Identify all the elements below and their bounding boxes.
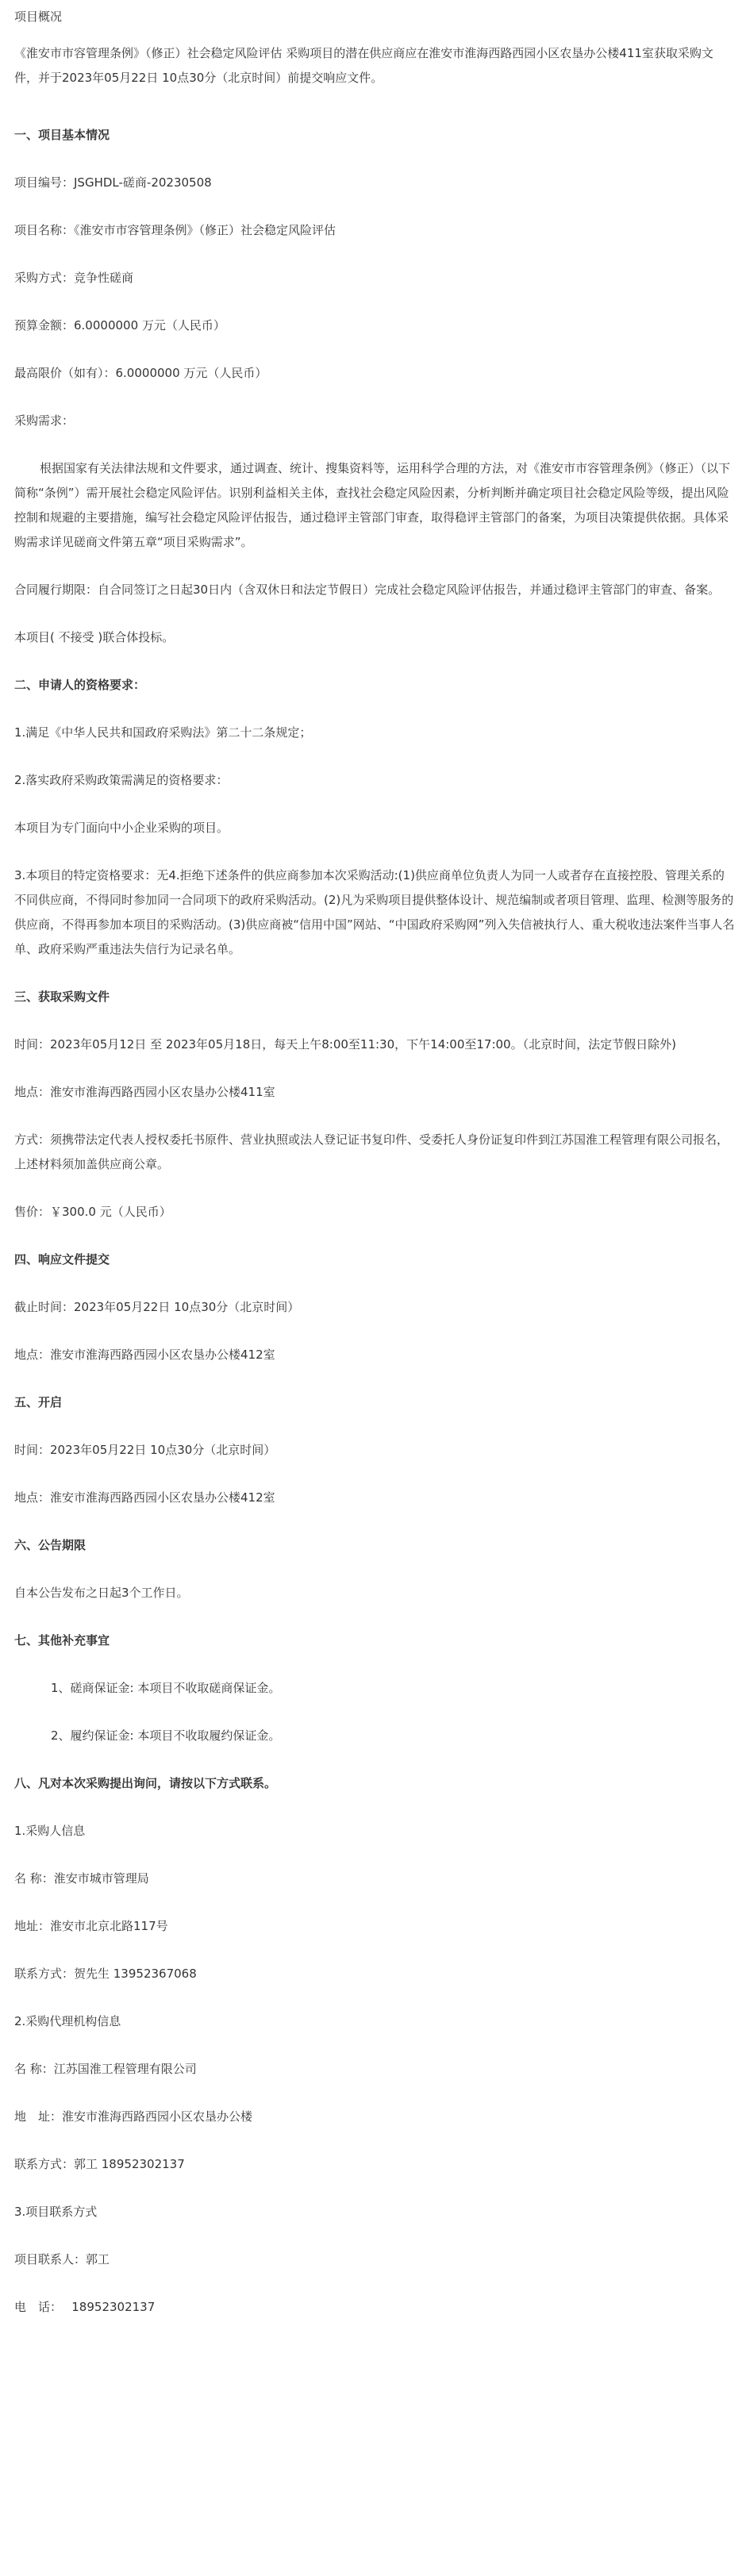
- overview-text: 《淮安市市容管理条例》（修正）社会稳定风险评估 采购项目的潜在供应商应在淮安市淮海西路西园小区农垦办公楼411室获取采购文件，并于2023年05月22日 10点30分（北京时间）前提交响应文件。: [14, 46, 713, 85]
- project-contact-phone: 电 话： 18952302137: [14, 2300, 156, 2314]
- buyer-contact: 联系方式：贺先生 13952367068: [14, 1967, 197, 1981]
- acquire-time: 时间：2023年05月12日 至 2023年05月18日，每天上午8:00至11:30，下午14:00至17:00。（北京时间，法定节假日除外): [14, 1037, 676, 1052]
- section2-heading: 二、申请人的资格要求：: [14, 678, 146, 692]
- project-contact-person: 项目联系人：郭工: [14, 2252, 110, 2266]
- agency-info-title: 2.采购代理机构信息: [14, 2014, 121, 2028]
- agency-contact: 联系方式：郭工 18952302137: [14, 2157, 185, 2171]
- budget-amount: 预算金额：6.0000000 万元（人民币）: [14, 318, 225, 333]
- qualification-item-2-text: 本项目为专门面向中小企业采购的项目。: [14, 821, 229, 835]
- max-price: 最高限价（如有）：6.0000000 万元（人民币）: [14, 366, 267, 380]
- section7-heading: 七、其他补充事宜: [14, 1633, 110, 1647]
- qualification-item-2: 2.落实政府采购政策需满足的资格要求：: [14, 773, 229, 787]
- buyer-name: 名 称：淮安市城市管理局: [14, 1871, 149, 1886]
- opening-place: 地点：淮安市淮海西路西园小区农垦办公楼412室: [14, 1490, 275, 1505]
- acquire-method: 方式：须携带法定代表人授权委托书原件、营业执照或法人登记证书复印件、受委托人身份证复印件到江苏国淮工程管理有限公司报名，上述材料须加盖供应商公章。: [14, 1132, 729, 1171]
- deposit-note: 1、磋商保证金: 本项目不收取磋商保证金。: [51, 1681, 281, 1695]
- project-name: 项目名称：《淮安市市容管理条例》（修正）社会稳定风险评估: [14, 223, 337, 237]
- qualification-item-3: 3.本项目的特定资格要求：无4.拒绝下述条件的供应商参加本次采购活动:(1)供应商单位负责人为同一人或者存在直接控股、管理关系的不同供应商，不得同时参加同一合同项下的政府采购活动。(2)凡为采购项目提供整体设计、规范编制或者项目管理、监理、检测等服务的供应商，不得再参加本项目的采购活动。(3)供应商被“信用中国”网站、“中国政府采购网”列入失信被执行人、重大税收违法案件当事人名单、政府采购严重违法失信行为记录名单。: [14, 868, 735, 956]
- contract-period: 合同履行期限：自合同签订之日起30日内（含双休日和法定节假日）完成社会稳定风险评估报告，并通过稳评主管部门的审查、备案。: [14, 582, 721, 597]
- agency-address: 地 址：淮安市淮海西路西园小区农垦办公楼: [14, 2109, 253, 2124]
- section3-heading: 三、获取采购文件: [14, 990, 110, 1004]
- overview-block: [14, 0, 736, 123]
- section1-heading: 一、项目基本情况: [14, 128, 110, 142]
- buyer-address: 地址：淮安市北京北路117号: [14, 1919, 168, 1933]
- submit-place: 地点：淮安市淮海西路西园小区农垦办公楼412室: [14, 1348, 275, 1362]
- section8-heading: 八、凡对本次采购提出询问，请按以下方式联系。: [14, 1776, 277, 1790]
- consortium-note: 本项目( 不接受 )联合体投标。: [14, 630, 175, 644]
- section5-heading: 五、开启: [14, 1395, 63, 1409]
- needs-label: 采购需求：: [14, 413, 75, 428]
- section6-heading: 六、公告期限: [14, 1538, 87, 1552]
- project-number: 项目编号：JSGHDL-磋商-20230508: [14, 175, 212, 190]
- section4-heading: 四、响应文件提交: [14, 1252, 110, 1267]
- notice-period: 自本公告发布之日起3个工作日。: [14, 1586, 189, 1600]
- needs-text: 根据国家有关法律法规和文件要求，通过调查、统计、搜集资料等，运用科学合理的方法，对《淮安市市容管理条例》（修正）（以下简称“条例”）需开展社会稳定风险评估。识别利益相关主体，查找社会稳定风险因素，分析判断并确定项目社会稳定风险等级，提出风险控制和规避的主要措施，编写社会稳定风险评估报告，通过稳评主管部门审查，取得稳评主管部门的备案，为项目决策提供依据。具体采购需求详见磋商文件第五章“项目采购需求”。: [14, 461, 731, 549]
- qualification-item-1: 1.满足《中华人民共和国政府采购法》第二十二条规定；: [14, 725, 312, 740]
- buyer-info-title: 1.采购人信息: [14, 1824, 86, 1838]
- acquire-place: 地点：淮安市淮海西路西园小区农垦办公楼411室: [14, 1085, 275, 1099]
- procurement-method: 采购方式：竞争性磋商: [14, 271, 134, 285]
- opening-time: 时间：2023年05月22日 10点30分（北京时间）: [14, 1443, 276, 1457]
- agency-name: 名 称：江苏国淮工程管理有限公司: [14, 2062, 197, 2076]
- project-contact-title: 3.项目联系方式: [14, 2205, 98, 2219]
- overview-title: 项目概况: [14, 10, 63, 24]
- acquire-price: 售价：￥300.0 元（人民币）: [14, 1205, 171, 1219]
- submit-deadline: 截止时间：2023年05月22日 10点30分（北京时间）: [14, 1300, 300, 1314]
- performance-deposit-note: 2、履约保证金: 本项目不收取履约保证金。: [51, 1728, 281, 1743]
